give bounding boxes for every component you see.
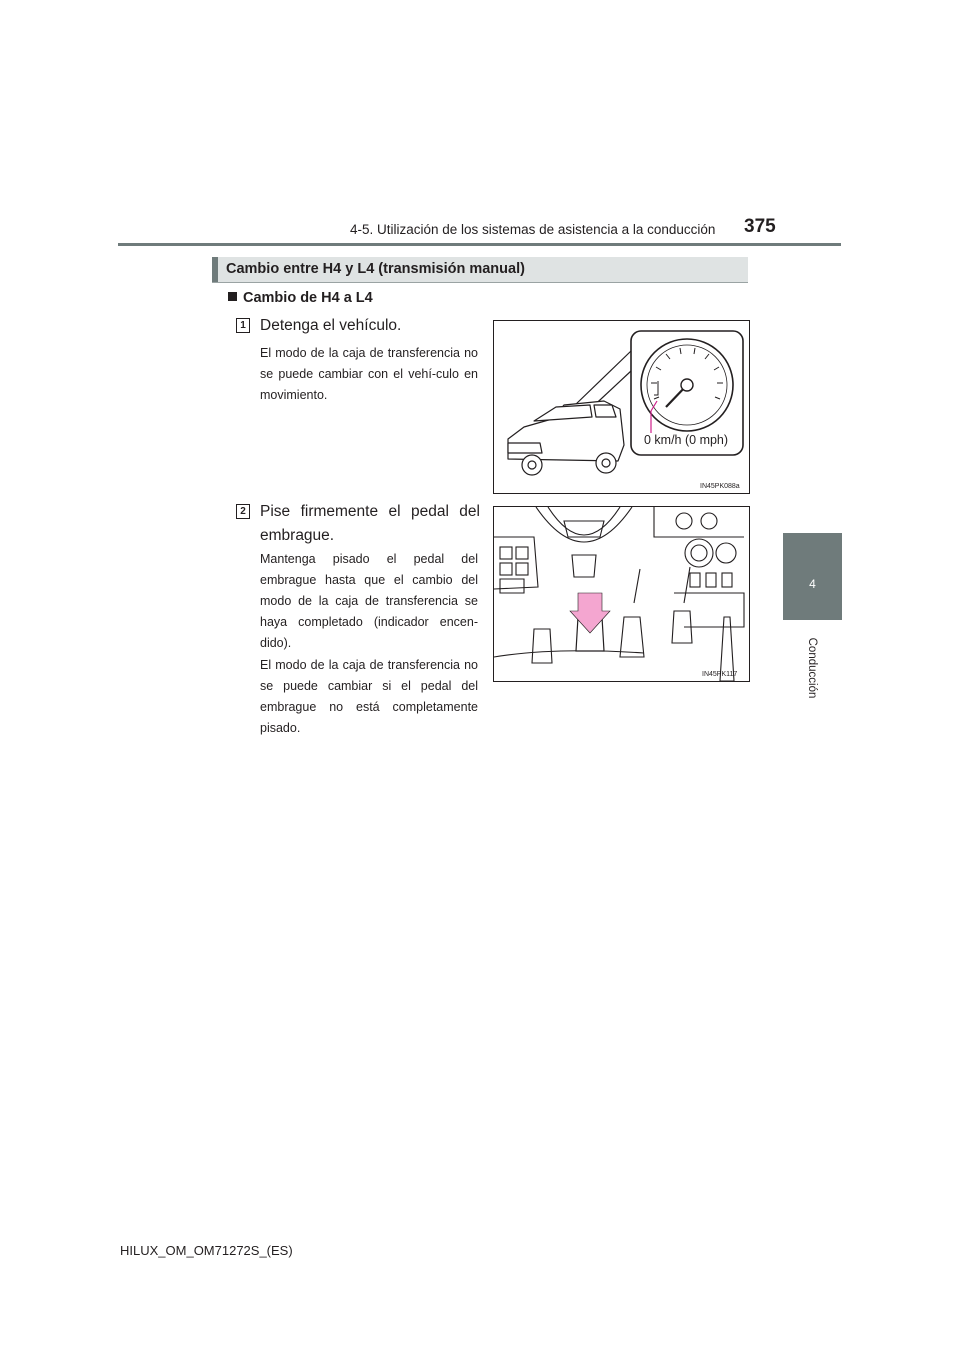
chapter-number: 4 xyxy=(809,577,816,591)
step-number-1: 1 xyxy=(236,318,250,333)
square-bullet-icon xyxy=(228,292,237,301)
running-header: 4-5. Utilización de los sistemas de asistencia a la conducción xyxy=(350,222,716,237)
pickup-speedometer-illustration xyxy=(494,321,749,493)
section-bar-accent xyxy=(212,257,218,282)
section-title: Cambio entre H4 y L4 (transmisión manual) xyxy=(226,261,525,277)
step-2-paragraph-1: Mantenga pisado el pedal del embrague hasta que el cambio del modo de la caja de transferencia se haya completado (indicador encen-dido). xyxy=(260,552,478,650)
document-code: HILUX_OM_OM71272S_(ES) xyxy=(120,1243,293,1258)
chapter-label-text: Conducción xyxy=(806,637,818,699)
page-number: 375 xyxy=(744,216,776,237)
step-2-paragraph-2: El modo de la caja de transferencia no se puede cambiar si el pedal del embrague no está completamente pisado. xyxy=(260,658,478,735)
step-1-paragraph: El modo de la caja de transferencia no se puede cambiar con el vehí-culo en movimiento. xyxy=(260,346,478,402)
subheading xyxy=(228,290,373,306)
clutch-pedal-illustration xyxy=(494,507,749,681)
speed-callout-label: 0 km/h (0 mph) xyxy=(644,433,729,447)
figure-2-code: IN45PK117 xyxy=(702,671,738,678)
figure-clutch-pedal xyxy=(493,506,750,682)
step-1-title: Detenga el vehículo. xyxy=(260,317,402,334)
figure-1-code: IN45PK088a xyxy=(700,483,740,490)
press-arrow-icon xyxy=(570,593,610,633)
section-heading-bar xyxy=(212,257,748,283)
subheading-text: Cambio de H4 a L4 xyxy=(243,290,373,306)
figure-stopped-vehicle xyxy=(493,320,750,494)
header-rule xyxy=(118,243,841,246)
step-number-2: 2 xyxy=(236,504,250,519)
step-2-title: Pise firmemente el pedal del embrague. xyxy=(260,503,480,544)
